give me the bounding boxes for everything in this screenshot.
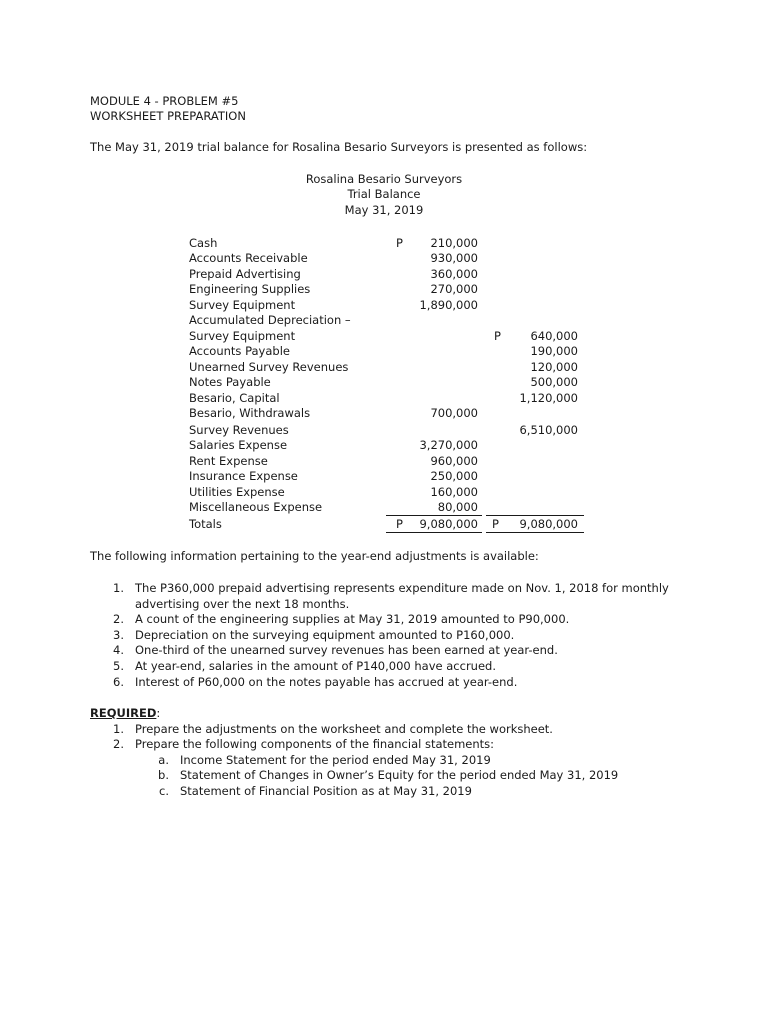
account-name: Survey Equipment — [189, 298, 296, 312]
credit-amount: 640,000 — [530, 329, 578, 343]
company-name: Rosalina Besario Surveyors — [305, 172, 463, 186]
required-label: REQUIRED — [90, 706, 157, 720]
required-subitem-text: Statement of Changes in Owner’s Equity for the period ended May 31, 2019 — [180, 768, 619, 782]
debit-amount: 930,000 — [430, 251, 478, 265]
credit-total: 9,080,000 — [519, 517, 578, 531]
list-number: 2. — [113, 612, 124, 626]
list-number: 1. — [113, 581, 124, 595]
required-item-text: Prepare the following components of the financial statements: — [135, 737, 495, 751]
required-colon: : — [156, 706, 161, 720]
debit-total-underline — [386, 532, 482, 533]
intro-paragraph: The May 31, 2019 trial balance for Rosalina Besario Surveyors is presented as follows: — [90, 140, 588, 154]
account-name: Unearned Survey Revenues — [189, 360, 349, 374]
debit-total-rule — [386, 515, 482, 516]
credit-amount: 190,000 — [530, 344, 578, 358]
debit-amount: 80,000 — [437, 500, 478, 514]
required-number: 2. — [113, 737, 124, 751]
list-number: 3. — [113, 628, 124, 642]
account-name: Accounts Payable — [189, 344, 290, 358]
account-name: Prepaid Advertising — [189, 267, 301, 281]
debit-amount: 160,000 — [430, 485, 478, 499]
adjustments-intro: The following information pertaining to the year-end adjustments is available: — [90, 549, 539, 563]
list-item-text: advertising over the next 18 months. — [135, 596, 350, 611]
required-item-text: Prepare the adjustments on the worksheet and complete the worksheet. — [135, 722, 553, 736]
debit-amount: 210,000 — [430, 236, 478, 250]
debit-total-currency: P — [396, 517, 403, 531]
account-name: Besario, Capital — [189, 391, 280, 405]
statement-date: May 31, 2019 — [344, 203, 424, 217]
list-number: 4. — [113, 643, 124, 657]
module-title: MODULE 4 - PROBLEM #5 — [90, 94, 239, 108]
list-item-text: The P360,000 prepaid advertising represents expenditure made on Nov. 1, 2018 for monthly — [135, 581, 669, 595]
credit-total-currency: P — [492, 517, 499, 531]
debit-amount: 1,890,000 — [419, 298, 478, 312]
required-subitem-text: Income Statement for the period ended May 31, 2019 — [180, 753, 491, 767]
credit-total-underline — [486, 532, 584, 533]
required-subletter: a. — [158, 753, 169, 767]
debit-currency: P — [396, 236, 403, 250]
list-item-text: Interest of P60,000 on the notes payable has accrued at year-end. — [135, 675, 518, 689]
credit-amount: 1,120,000 — [519, 391, 578, 405]
account-name: Miscellaneous Expense — [189, 500, 323, 514]
account-name: Insurance Expense — [189, 469, 298, 483]
account-name: Survey Equipment — [189, 329, 296, 343]
totals-label: Totals — [189, 517, 222, 531]
required-heading — [90, 706, 160, 722]
credit-amount: 120,000 — [530, 360, 578, 374]
account-name: Notes Payable — [189, 375, 271, 389]
debit-amount: 270,000 — [430, 282, 478, 296]
account-name: Utilities Expense — [189, 485, 285, 499]
debit-amount: 960,000 — [430, 454, 478, 468]
debit-amount: 360,000 — [430, 267, 478, 281]
module-subtitle: WORKSHEET PREPARATION — [90, 109, 246, 123]
list-number: 6. — [113, 675, 124, 689]
account-name: Accounts Receivable — [189, 251, 308, 265]
account-name: Engineering Supplies — [189, 282, 311, 296]
debit-amount: 250,000 — [430, 469, 478, 483]
account-name: Salaries Expense — [189, 438, 288, 452]
account-name: Survey Revenues — [189, 423, 289, 437]
required-subletter: c. — [159, 784, 169, 798]
credit-amount: 500,000 — [530, 375, 578, 389]
required-subitem-text: Statement of Financial Position as at May 31, 2019 — [180, 784, 472, 798]
required-subletter: b. — [158, 768, 169, 782]
debit-amount: 3,270,000 — [419, 438, 478, 452]
list-item-text: A count of the engineering supplies at May 31, 2019 amounted to P90,000. — [135, 612, 570, 626]
required-number: 1. — [113, 722, 124, 736]
statement-title: Trial Balance — [347, 187, 421, 201]
list-item-text: At year-end, salaries in the amount of P140,000 have accrued. — [135, 659, 496, 673]
account-name: Cash — [189, 236, 218, 250]
list-item-text: One-third of the unearned survey revenues has been earned at year-end. — [135, 643, 558, 657]
debit-total: 9,080,000 — [419, 517, 478, 531]
credit-total-rule — [486, 515, 584, 516]
account-name: Accumulated Depreciation – — [189, 313, 351, 327]
list-number: 5. — [113, 659, 124, 673]
debit-amount: 700,000 — [430, 406, 478, 420]
credit-amount: 6,510,000 — [519, 423, 578, 437]
account-name: Rent Expense — [189, 454, 268, 468]
credit-currency: P — [494, 329, 501, 343]
list-item-text: Depreciation on the surveying equipment amounted to P160,000. — [135, 628, 515, 642]
account-name: Besario, Withdrawals — [189, 406, 311, 420]
